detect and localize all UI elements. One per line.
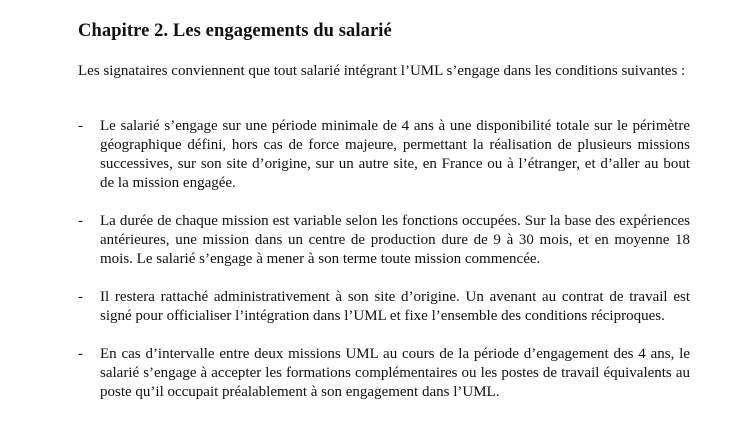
bullet-dash: - <box>78 346 83 362</box>
chapter-title: Chapitre 2. Les engagements du salarié <box>78 21 392 41</box>
list-item <box>78 117 690 193</box>
engagement-list <box>78 117 690 402</box>
bullet-dash: - <box>78 213 83 229</box>
bullet-dash: - <box>78 289 83 305</box>
bullet-dash: - <box>78 118 83 134</box>
list-item-text: Le salarié s’engage sur une période minimale de 4 ans à une disponibilité totale sur le périmètre géographique défini, hors cas de force majeure, permettant la réalisation de plusieurs missions successives, sur son site d’origine, sur un autre site, en France ou à l’étranger, et d’aller au bout de la mission engagée. <box>100 118 690 191</box>
list-item-text: En cas d’intervalle entre deux missions UML au cours de la période d’engagement des 4 ans, le salarié s’engage à accepter les formations complémentaires ou les postes de travail équivalents au poste qu’il occupait préalablement à son engagement dans l’UML. <box>100 346 690 400</box>
list-item-text: Il restera rattaché administrativement à son site d’origine. Un avenant au contrat de travail est signé pour officialiser l’intégration dans l’UML et fixe l’ensemble des conditions réciproques. <box>100 289 690 324</box>
intro-paragraph: Les signataires conviennent que tout salarié intégrant l’UML s’engage dans les conditions suivantes : <box>78 63 686 79</box>
list-item <box>78 212 690 269</box>
list-item <box>78 288 690 326</box>
list-item-text: La durée de chaque mission est variable selon les fonctions occupées. Sur la base des expériences antérieures, une mission dans un centre de production dure de 9 à 30 mois, et en moyenne 18 mois. Le salarié s’engage à mener à son terme toute mission commencée. <box>100 213 690 267</box>
list-item <box>78 345 690 402</box>
